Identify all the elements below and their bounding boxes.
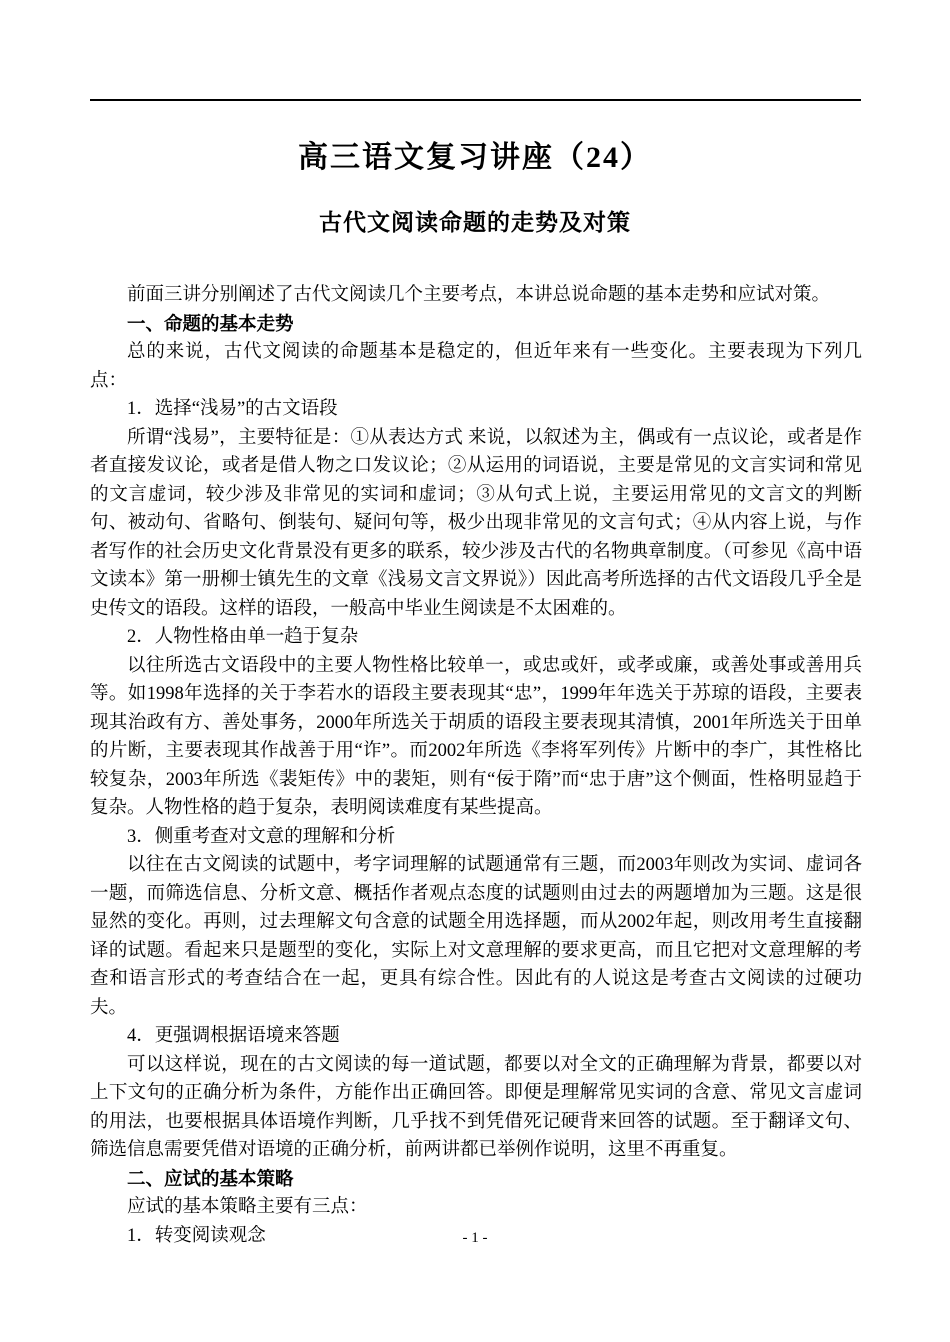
paragraph: 4．更强调根据语境来答题: [127, 1026, 340, 1046]
paragraph: 所谓“浅易”，主要特征是：①从表达方式 来说，以叙述为主，偶或有一点议论，或者是作者直接发议论，或者是借人物之口发议论；②从运用的词语说，主要是常见的文言实词和常见的文言虚词，较少涉及非常见的实词和虚词；③从句式上说，主要运用常见的文言文的判断句、被动句、省略句、倒装句、疑问句等，极少出现非常见的文言句式；④从内容上说，与作者写作的社会历史文化背景没有更多的联系，较少涉及古代的名物典章制度。（可参见《高中语文读本》第一册柳士镇先生的文章《浅易文言文界说》）因此高考所选择的古代文语段几乎全是史传文的语段。这样的语段，一般高中毕业生阅读是不太困难的。: [90, 427, 862, 619]
paragraph: 以往在古文阅读的试题中，考字词理解的试题通常有三题，而2003年则改为实词、虚词各一题，而筛选信息、分析文意、概括作者观点态度的试题则由过去的两题增加为三题。这是很显然的变化。再则，过去理解文句含意的试题全用选择题，而从2002年起，则改用考生直接翻译的试题。看起来只是题型的变化，实际上对文意理解的要求更高，而且它把对文意理解的考查和语言形式的考查结合在一起，更具有综合性。因此有的人说这是考查古文阅读的过硬功夫。: [90, 855, 862, 1018]
paragraph: 3．侧重考查对文意的理解和分析: [127, 826, 396, 847]
document-title: 高三语文复习讲座（24）: [298, 141, 652, 174]
header-rule: [90, 99, 861, 101]
paragraph: 应试的基本策略主要有三点：: [127, 1197, 368, 1217]
paragraph: 以往所选古文语段中的主要人物性格比较单一，或忠或奸，或孝或廉，或善处事或善用兵等。如1998年选择的关于李若水的语段主要表现其“忠”，1999年年选关于苏琼的语段，主要表现其治政有方、善处事务，2000年所选关于胡质的语段主要表现其清慎，2001年所选关于田单的片断，主要表现其作战善于用“诈”。而2002年所选《李将军列传》片断中的李广，其性格比较复杂，2003年所选《裴矩传》中的裴矩，则有“佞于隋”而“忠于唐”这个侧面，性格明显趋于复杂。人物性格的趋于复杂，表明阅读难度有某些提高。: [90, 655, 862, 818]
document-subtitle: 古代文阅读命题的走势及对策: [319, 209, 631, 235]
paragraph: 1．选择“浅易”的古文语段: [127, 399, 338, 419]
paragraph: 可以这样说，现在的古文阅读的每一道试题，都要以对全文的正确理解为背景，都要以对上下文句的正确分析为条件，方能作出正确回答。即便是理解常见实词的含意、常见文言虚词的用法，也要根据具体语境作判断，几乎找不到凭借死记硬背来回答的试题。至于翻译文句、筛选信息需要凭借对语境的正确分析，前两讲都已举例作说明，这里不再重复。: [90, 1054, 862, 1160]
paragraph: 前面三讲分别阐述了古代文阅读几个主要考点，本讲总说命题的基本走势和应试对策。: [127, 285, 831, 305]
paragraph: 1．转变阅读观念: [127, 1225, 266, 1246]
paragraph: 2．人物性格由单一趋于复杂: [127, 627, 359, 647]
document-body: [90, 281, 862, 1250]
page-number: - 1 -: [462, 1230, 488, 1246]
section-heading: 一、命题的基本走势: [127, 312, 294, 334]
section-heading: 二、应试的基本策略: [127, 1167, 294, 1189]
paragraph: 总的来说，古代文阅读的命题基本是稳定的，但近年来有一些变化。主要表现为下列几点：: [90, 342, 862, 391]
